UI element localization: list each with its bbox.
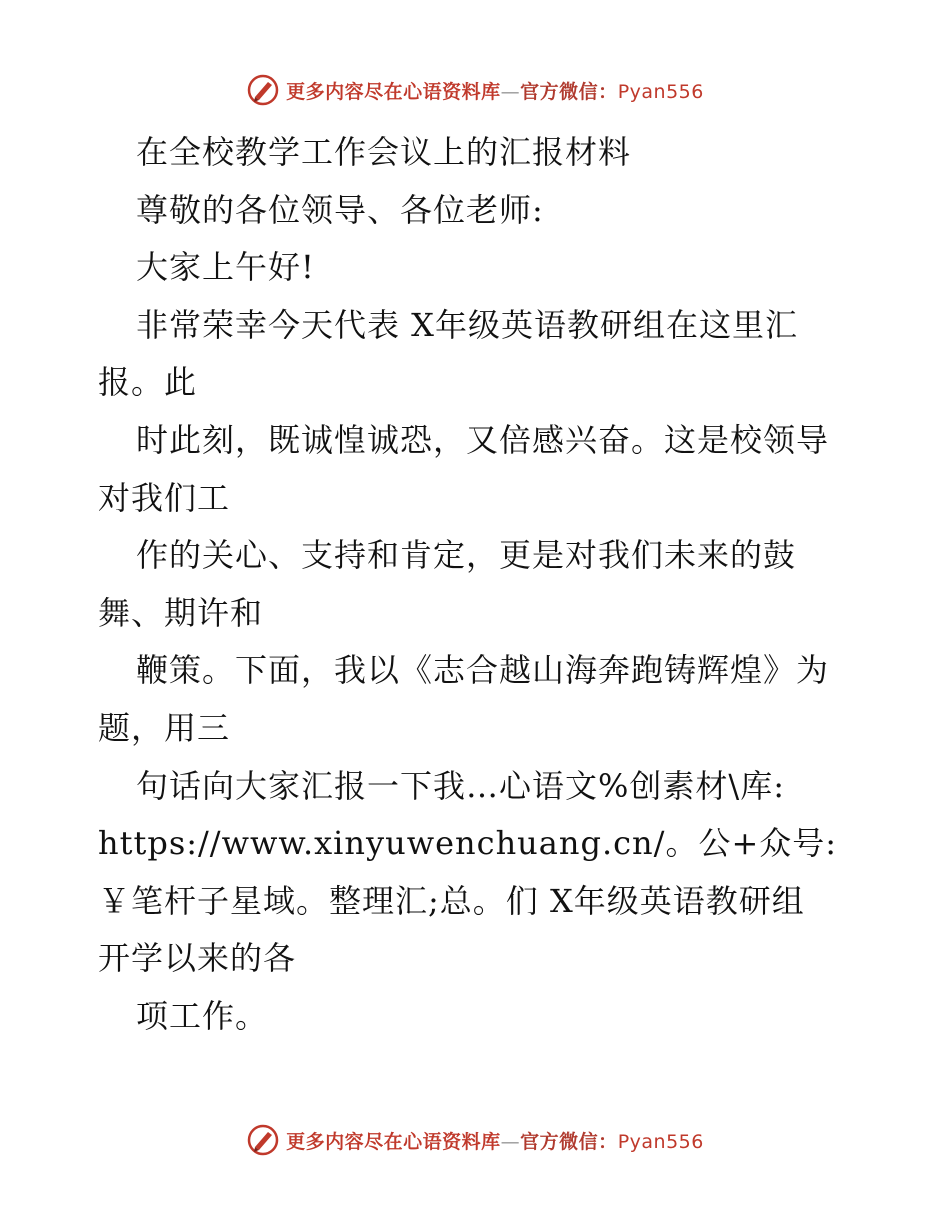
text-line: 对我们工: [98, 478, 231, 517]
text-line: 题，用三: [98, 708, 231, 747]
text-line: 大家上午好!: [136, 248, 315, 287]
watermark-text: [286, 77, 704, 104]
pen-logo-icon: [246, 1123, 280, 1157]
text-line: 开学以来的各: [98, 939, 297, 978]
watermark-official: 官方微信：: [520, 1130, 618, 1153]
watermark-id: Pyan556: [617, 1130, 704, 1153]
text-line: 句话向大家汇报一下我…心语文%创素材\库:: [136, 766, 785, 805]
text-line: https://www.xinyuwenchuang.cn/。公+众号:: [98, 824, 838, 863]
watermark-main: 更多内容尽在心语资料库: [286, 80, 501, 103]
text-line: 时此刻，既诚惶诚恐，又倍感兴奋。这是校领导: [136, 420, 830, 459]
text-line: 尊敬的各位领导、各位老师:: [136, 190, 544, 229]
text-line: 作的关心、支持和肯定，更是对我们未来的鼓: [136, 536, 797, 575]
pen-logo-icon: [246, 73, 280, 107]
watermark-group: [246, 73, 704, 107]
header-watermark: [0, 70, 950, 110]
document-body: [98, 124, 868, 1046]
watermark-group: [246, 1123, 704, 1157]
watermark-official: 官方微信：: [520, 80, 618, 103]
watermark-main: 更多内容尽在心语资料库: [286, 1130, 501, 1153]
text-line: ￥笔杆子星域。整理汇;总。们 X年级英语教研组: [98, 881, 805, 920]
watermark-id: Pyan556: [617, 80, 704, 103]
watermark-dash: —: [500, 80, 521, 103]
text-line: 鞭策。下面，我以《志合越山海奔跑铸辉煌》为: [136, 651, 830, 690]
text-line: 舞、期许和: [98, 593, 264, 632]
text-line: 报。此: [98, 363, 198, 402]
footer-watermark: [0, 1120, 950, 1160]
text-line: 非常荣幸今天代表 X年级英语教研组在这里汇: [136, 305, 798, 344]
text-line: 项工作。: [136, 996, 269, 1035]
watermark-dash: —: [500, 1130, 521, 1153]
text-line: 在全校教学工作会议上的汇报材料: [136, 133, 632, 171]
watermark-text: [286, 1127, 704, 1154]
